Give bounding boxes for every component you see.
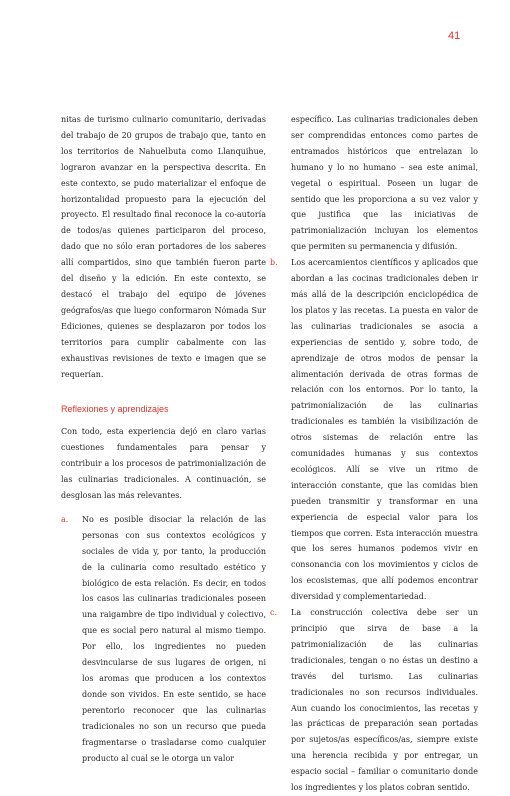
right-column	[270, 112, 478, 796]
intro-paragraph: nitas de turismo culinario comunitario, derivadas del trabajo de 20 grupos de trabajo que, tanto en los territorios de Nahuelbuta como Llanquihue, lograron avanzar en la perspectiva descrita. En este contexto, se pudo materializar el enfoque de horizontalidad propuesto para la ejecución del proyecto. El resultado final reconoce la co-autoría de todos/as quienes participaron del proceso, dado que no sólo eran portadores de los saberes allí compartidos, sino que también fueron parte del diseño y la edición. En este contexto, se destacó el trabajo del equipo de jóvenes geógrafos/as que luego conformaron Nómada Sur Ediciones, quienes se desplazaron por todos los territorios para cumplir cabalmente con las exhaustivas revisiones de texto e imagen que se requerían.	[61, 115, 266, 379]
list-item-a-text: No es posible disociar la relación de las personas con sus contextos ecológicos y sociales de vida y, por tanto, la producción de la culinaria como resultado estético y biológico de esta relación. Es decir, en todos los casos las culinarias tradicionales poseen una raigambre de tipo individual y colectivo, que es social pero natural al mismo tiempo. Por ello, los ingredientes no pueden desvincularse de sus lugares de origen, ni los aromas que producen a los contextos donde son vividos. En este sentido, se hace perentorio reconocer que las culinarias tradicionales no son un recurso que pueda fragmentarse o trasladarse como cualquier producto al cual se le otorga un valor	[82, 514, 266, 763]
list-marker-c: c.	[270, 608, 278, 618]
section-paragraph: Con todo, esta experiencia dejó en claro varias cuestiones fundamentales para pensar y contribuir a los procesos de patrimonialización de las culinarias tradicionales. A continuación, se desglosan las más relevantes.	[61, 427, 266, 501]
list-item-b-text: Los acercamientos científicos y aplicados que abordan a las cocinas tradicionales deben ir más allá de la descripción enciclopédica de los platos y las recetas. La puesta en valor de las culinarias tradicionales se asocia a experiencias de sentido y, sobre todo, de aprendizaje de otros modos de pensar la alimentación derivada de otras formas de relación con los entornos. Por lo tanto, la patrimonialización de las culinarias tradicionales es también la visibilización de otros sistemas de relación entre las comunidades humanas y sus contextos ecológicos. Allí se vive un ritmo de interacción constante, que las comidas bien pueden transmitir y transformar en una experiencia de especial valor para los tiempos que corren. Esta interacción muestra que los seres humanos podemos vivir en consonancia con los movimientos y ciclos de los ecosistemas, que allí podemos encontrar diversidad y complementariedad.	[291, 258, 478, 602]
list-marker-b: b.	[270, 258, 278, 268]
list-item-c-text: La construcción colectiva debe ser un principio que sirva de base a la patrimonialización de las culinarias tradicionales, tengan o no éstas un destino a través del turismo. Las culinarias tradicionales no son recursos individuales. Aun cuando los conocimientos, las recetas y las prácticas de preparación sean portadas por sujetos/as específicos/as, siempre existe una herencia recibida y por entregar, un espacio social – familiar o comunitario donde los ingredientes y los platos cobran sentido.	[291, 608, 478, 793]
left-column	[61, 112, 266, 766]
list-item-c	[270, 605, 478, 796]
list-marker-a: a.	[61, 514, 69, 524]
list-item-b	[270, 255, 478, 605]
section-heading: Reflexiones y aprendizajes	[61, 404, 169, 415]
page-number: 41	[448, 30, 461, 42]
list-item-a	[61, 512, 266, 767]
list-item-a-continuation: específico. Las culinarias tradicionales deben ser comprendidas entonces como partes de entramados históricos que entrelazan lo humano y lo no humano – sea este animal, vegetal o espiritual. Poseen un lugar de sentido que les proporciona a su vez valor y que justifica que las iniciativas de patrimonialización incluyan los elementos que permiten su permanencia y difusión.	[291, 115, 478, 252]
